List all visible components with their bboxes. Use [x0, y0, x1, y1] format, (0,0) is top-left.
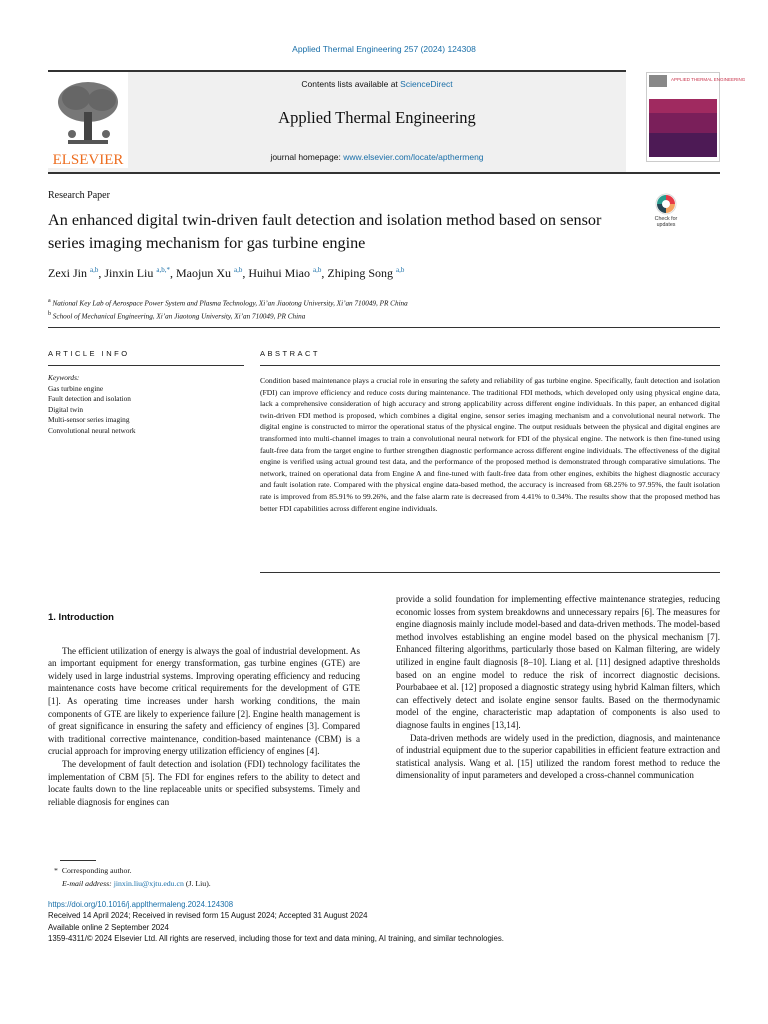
- footnote-marker: *: [54, 866, 58, 875]
- body-column-right: [396, 593, 720, 782]
- check-for-updates-badge[interactable]: [646, 192, 686, 232]
- abstract-bottom-rule: [260, 572, 720, 573]
- header-rule: [48, 172, 720, 174]
- body-paragraph: The efficient utilization of energy is always the goal of industrial development. As an important equipment for energy transformation, gas turbine engines (GTE) are widely used in large industrial systems. Improving operating efficiency and reducing maintenance costs have become critical requirements for the development of GTE [1]. As operating time increases under harsh working conditions, the main components of GTE are likely to experience failure [2]. Engine health management is of great significance in ensuring the safety and efficiency of engines [3]. Compared with traditional corrective maintenance, condition-based maintenance (CBM) is a crucial approach for improving energy utilization efficiency of engines [4].: [48, 645, 360, 757]
- author-affiliation-marker[interactable]: a,b,*: [156, 266, 170, 274]
- sciencedirect-link[interactable]: ScienceDirect: [400, 79, 453, 89]
- check-updates-label: Check for updates: [654, 216, 678, 228]
- email-note: [54, 878, 211, 891]
- author-affiliation-marker[interactable]: a,b: [233, 266, 243, 274]
- keyword-item: Gas turbine engine: [48, 383, 104, 393]
- footnote: [54, 865, 211, 890]
- author-email-link[interactable]: jinxin.liu@xjtu.edu.cn: [113, 878, 184, 888]
- author-name[interactable]: Zexi Jin: [48, 266, 87, 280]
- abstract-heading: ABSTRACT: [260, 349, 321, 358]
- corresponding-author-note: [54, 865, 211, 878]
- copyright-line: 1359-4311/© 2024 Elsevier Ltd. All rights are reserved, including those for text and data mining, AI training, and similar technologies.: [48, 934, 504, 944]
- affiliation-marker: a: [48, 298, 51, 304]
- affiliation-text: School of Mechanical Engineering, Xi’an Jiaotong University, Xi’an 710049, PR China: [52, 312, 306, 321]
- abstract-rule: [260, 365, 720, 366]
- author-affiliation-marker[interactable]: a,b: [90, 266, 99, 274]
- keywords-list: [48, 384, 244, 437]
- email-suffix: (J. Liu).: [183, 878, 211, 888]
- keywords-label: Keywords:: [48, 373, 80, 382]
- section-rule: [48, 327, 720, 328]
- affiliation-text: National Key Lab of Aerospace Power System and Plasma Technology, Xi’an Jiaotong University, Xi’an 710049, PR China: [52, 299, 408, 308]
- body-paragraph: provide a solid foundation for implementing effective maintenance strategies, reducing economic losses from system breakdowns and unnecessary repairs [6]. The measures for engine diagnosis mainly include model-based and data-driven methods. The model-based method involves establishing an engine model based on the physical mechanism [7]. Enhanced filtering algorithms, particularly those based on Kalman filtering, are widely utilized in engine fault diagnosis [8–10]. Liang et al. [11] designed adaptive thresholds based on an engine model to reduce the risk of incorrect diagnostic decisions. Pourbabaee et al. [12] proposed a diagnostic strategy using hybrid Kalman filters, which can effectively detect and isolate engine sensor faults. Based on the thermodynamic model of the engine, characteristic map adaptation of components is also used to diagnose faults in engines [13,14].: [396, 594, 720, 730]
- keyword-item: Digital twin: [48, 404, 84, 414]
- affiliation-marker: b: [48, 311, 51, 318]
- affiliation-line: [48, 309, 408, 322]
- available-online: Available online 2 September 2024: [48, 922, 169, 932]
- keywords-block: [48, 373, 244, 436]
- body-column-left: [48, 612, 360, 808]
- affiliation-line: [48, 296, 408, 309]
- cover-title: APPLIED THERMAL ENGINEERING: [671, 77, 746, 82]
- email-label: E-mail address:: [62, 878, 114, 888]
- doi-link[interactable]: https://doi.org/10.1016/j.applthermaleng.2024.124308: [48, 900, 234, 909]
- homepage-line: [140, 152, 614, 162]
- author-name[interactable]: Zhiping Song: [327, 266, 394, 280]
- author-name[interactable]: Huihui Miao: [248, 266, 311, 280]
- footnote-rule: [60, 860, 96, 861]
- homepage-prefix: journal homepage:: [270, 152, 344, 162]
- check-updates-icon: [646, 192, 686, 232]
- contents-line: [140, 79, 614, 89]
- keyword-item: Convolutional neural network: [48, 425, 136, 435]
- affiliations: [48, 296, 408, 323]
- journal-title: Applied Thermal Engineering: [278, 108, 476, 127]
- corresponding-author-label: Corresponding author.: [61, 866, 132, 875]
- received-dates: Received 14 April 2024; Received in revised form 15 August 2024; Accepted 31 August 2024: [48, 911, 368, 921]
- author-list: Zexi Jin $^{a,b}$, Jinxin Liu $^{a,b,*}$, Maojun Xu $^{a,b}$, Huihui Miao $^{a,b}$, Zhiping Song $^{a,b}$: [48, 266, 405, 280]
- body-paragraph: The development of fault detection and isolation (FDI) technology facilitates the implementation of CBM [5]. The FDI for engines refers to the ability to detect and locate faults down to the line replaceable units or specified subsystems. Timely and reliable diagnosis for engines can: [48, 758, 360, 807]
- section-heading: 1. Introduction: [48, 612, 114, 623]
- article-info-rule: [48, 365, 244, 366]
- article-title: An enhanced digital twin-driven fault detection and isolation method based on sensor series imaging mechanism for gas turbine engine: [48, 211, 602, 252]
- cover-art: [647, 73, 746, 161]
- abstract-text: Condition based maintenance plays a crucial role in ensuring the safety and reliability of gas turbine engine. Specifically, fault detection and isolation (FDI) can improve efficiency and reduce costs during maintenance. The traditional FDI methods, which developed only using physical engine data, lack a comprehensive consideration of high accuracy and strong applicability across different engine individuals. In this paper, an enhanced digital twin-driven FDI method is proposed, which combines a digital engine, sensor series imaging mechanism and a convolutional neural network. The digital engine is constructed to mirror the operational status of the physical engine. The output residuals between the physical and digital engines are transformed into multi-channel images to train a convolutional neural network for FDI of the physical engine. The network is then fine-tuned using fault-free data from the target engine to further strengthen diagnostic performance across different engine individuals. The effectiveness of the digital engine is verified using actual ground test data, and the performance of the proposed method is demonstrated through comparative simulations. The network, trained on operational data from Engine A and fine-tuned with fault-free data from other engines, exhibits the highest diagnostic accuracy and fault isolation rate. Compared with the physical engine data-based method, the accuracy is increased from 68.25% to 97.95%, the fault isolation rate is improved from 85.91% to 99.26%, and the false alarm rate is decreased from 4.41% to 0.34%. The results show that the proposed method has better FDI capabilities across different engine individuals.: [260, 376, 720, 513]
- elsevier-tree-icon: [48, 72, 128, 168]
- elsevier-wordmark: ELSEVIER: [52, 152, 124, 168]
- keyword-item: Multi-sensor series imaging: [48, 415, 130, 424]
- journal-cover-image[interactable]: [646, 72, 746, 162]
- contents-prefix: Contents lists available at: [301, 79, 401, 89]
- author-name[interactable]: Jinxin Liu: [104, 266, 154, 280]
- journal-reference[interactable]: Applied Thermal Engineering 257 (2024) 124308: [292, 44, 476, 54]
- author-affiliation-marker[interactable]: a,b: [313, 266, 322, 274]
- elsevier-logo: [48, 72, 128, 168]
- article-footer: [48, 899, 720, 945]
- keyword-item: Fault detection and isolation: [48, 394, 131, 403]
- author-affiliation-marker[interactable]: a,b: [396, 266, 405, 274]
- body-paragraph: Data-driven methods are widely used in the prediction, diagnosis, and maintenance of industrial equipment due to the superior capabilities in efficient feature extraction and statistical analysis. Wang et al. [15] utilized the random forest method to reduce the dimensionality of input parameters and developed a cross-channel communication: [396, 732, 720, 781]
- article-type: Research Paper: [48, 190, 110, 201]
- article-info-heading: ARTICLE INFO: [48, 349, 130, 358]
- author-name[interactable]: Maojun Xu: [175, 266, 231, 280]
- journal-homepage-link[interactable]: www.elsevier.com/locate/apthermeng: [343, 152, 484, 162]
